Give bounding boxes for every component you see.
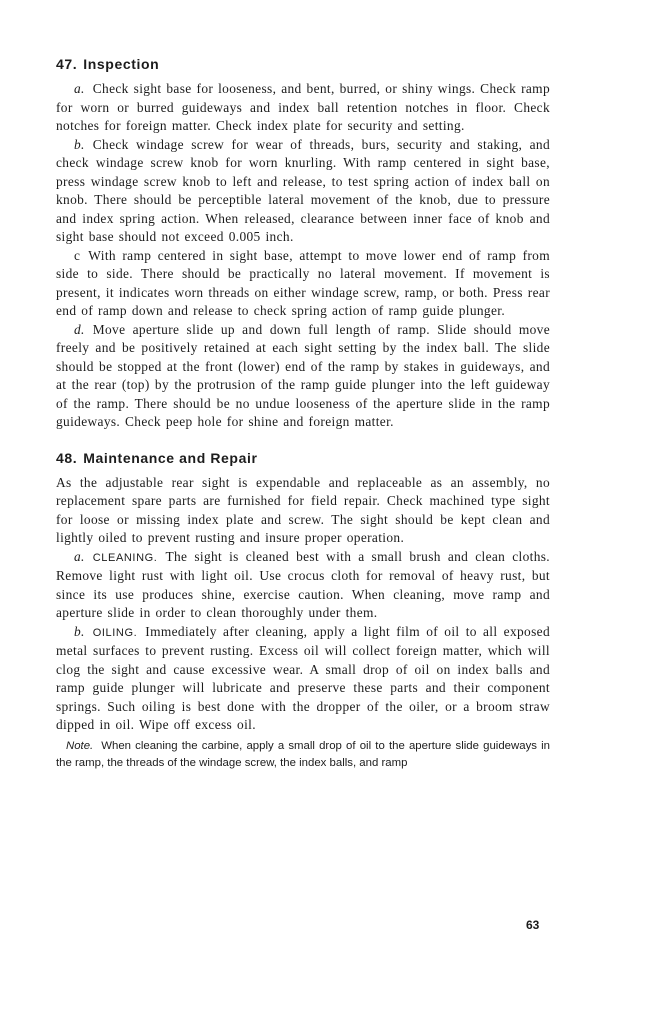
note-label: Note. [66, 739, 94, 752]
section-47-paragraph-d [56, 321, 550, 432]
page-number: 63 [526, 918, 540, 932]
paragraph-text: Immediately after cleaning, apply a light film of oil to all exposed metal surfaces to prevent rusting. Excess oil will collect foreign matter, which will clog the sight and cause excessive wear. A small drop of oil on index balls and ramp guide plunger will lubricate and preserve these parts and their component springs. Such oiling is best done with the dropper of the oiler, or a broom straw dipped in oil. Wipe off excess oil. [56, 623, 550, 732]
section-48-number: 48. [56, 449, 78, 466]
paragraph-caption: OILING. [92, 626, 138, 639]
section-47-heading [56, 54, 550, 74]
section-48-intro: As the adjustable rear sight is expendable and replaceable as an assembly, no replacement spare parts are furnished for field repair. Check machined type sight for loose or missing index plate and screw. The sight should be kept clean and lightly oiled to prevent rusting and insure proper operation. [56, 474, 550, 545]
paragraph-label: d. [74, 321, 85, 337]
section-47-number: 47. [56, 56, 78, 72]
paragraph-text: With ramp centered in sight base, attempt to move lower end of ramp from side to side. There should be practically no lateral movement. If movement is present, it indicates worn threads on either windage screw, ramp, or both. Press rear end of ramp down and release to check spring action of ramp guide plunger. [56, 247, 550, 318]
section-48-heading [56, 448, 550, 468]
note [56, 738, 550, 772]
paragraph-text: Check sight base for looseness, and bent, burred, or shiny wings. Check ramp for worn or burred guideways and index ball retention notches in floor. Check notches for foreign matter. Check index plate for security and setting. [56, 81, 550, 133]
section-47-paragraph-c [56, 247, 550, 321]
paragraph-label: b. [74, 136, 85, 152]
document-page [56, 50, 550, 772]
section-47-paragraph-a [56, 80, 550, 136]
paragraph-label: a. [74, 548, 85, 564]
paragraph-text: Move aperture slide up and down full length of ramp. Slide should move freely and be positively retained at each sight setting by the index ball. The slide should be stopped at the front (lower) end of the ramp by stakes in guideways, and at the rear (top) by the protrusion of the ramp guide plunger into the left guideway of the ramp. There should be no undue looseness of the aperture slide in the ramp guideways. Check peep hole for shine and foreign matter. [56, 321, 550, 429]
paragraph-caption: CLEANING. [92, 551, 158, 564]
paragraph-label: c [74, 247, 81, 263]
paragraph-label: b. [74, 623, 85, 639]
paragraph-text: Check windage screw for wear of threads, burs, security and staking, and check windage screw knob for worn knurling. With ramp centered in sight base, press windage screw knob to left and release, to test spring action of index ball on knob. There should be perceptible lateral movement of the knob, due to pressure and index spring action. When released, clearance between inner face of knob and sight base should not exceed 0.005 inch. [56, 136, 550, 244]
section-48-title: Maintenance and Repair [83, 449, 258, 466]
section-48-paragraph-a [56, 548, 550, 623]
section-48-paragraph-b [56, 623, 550, 735]
section-47-paragraph-b [56, 136, 550, 247]
note-text: When cleaning the carbine, apply a small drop of oil to the aperture slide guideways in the ramp, the threads of the windage screw, the index balls, and ramp [56, 739, 550, 769]
paragraph-text: The sight is cleaned best with a small brush and clean cloths. Remove light rust with light oil. Use crocus cloth for removal of heavy rust, but since its use produces shine, exercise caution. When cleaning, move ramp and aperture slide in order to clean thoroughly under them. [56, 548, 550, 620]
section-47-title: Inspection [83, 56, 160, 72]
paragraph-label: a. [74, 81, 85, 96]
